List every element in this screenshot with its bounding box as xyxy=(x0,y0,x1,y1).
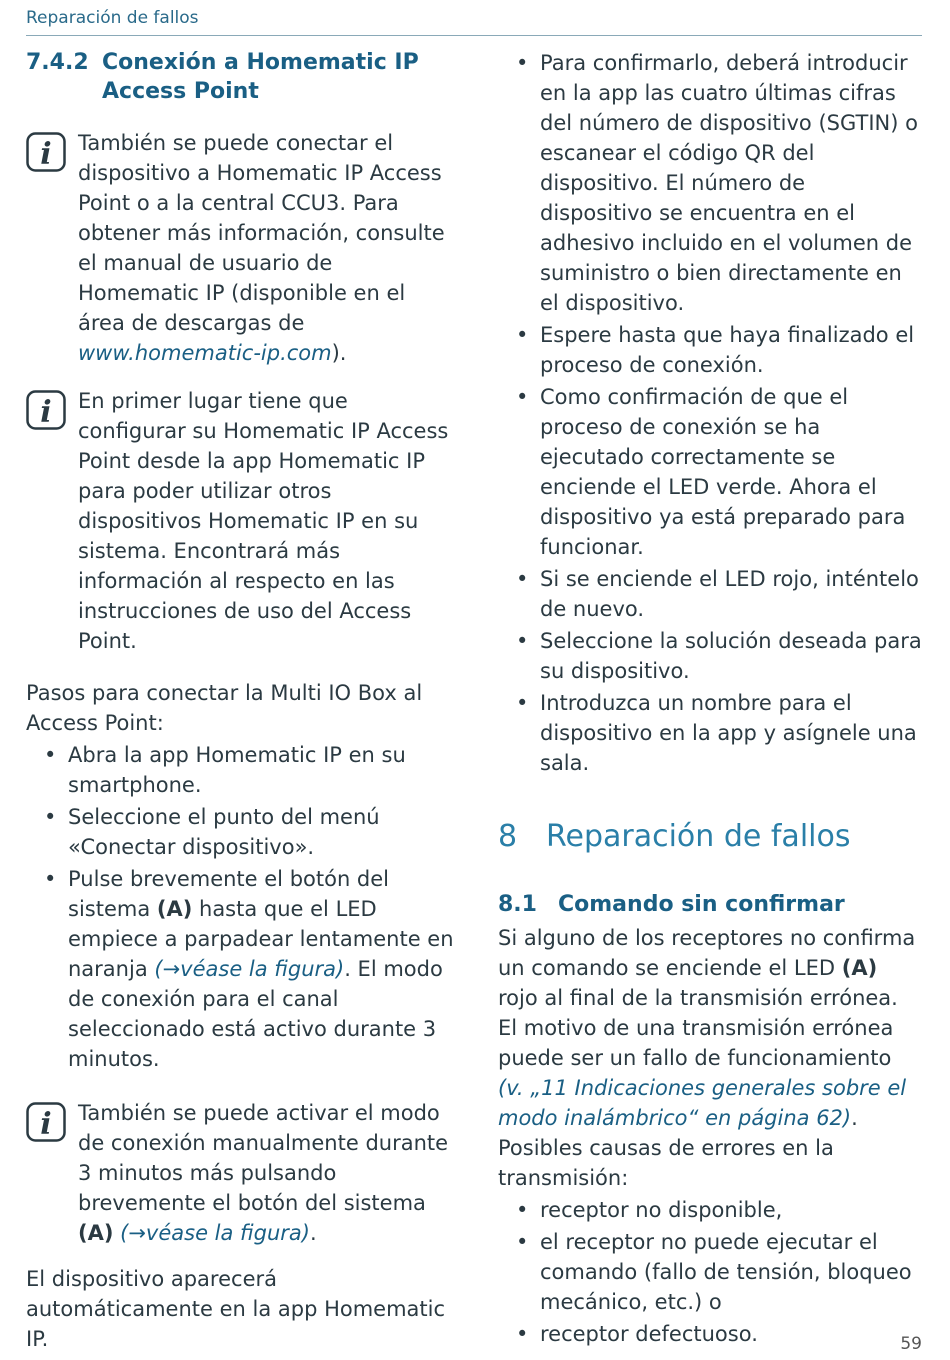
cross-reference[interactable]: (v. „11 Indicaciones generales sobre el modo inalámbrico“ en página 62) xyxy=(498,1076,907,1130)
list-item: • Espere hasta que haya finalizado el proceso de conexión. xyxy=(540,320,922,380)
list-item: • Seleccione la solución deseada para su dispositivo. xyxy=(540,626,922,686)
list-item: • Abra la app Homematic IP en su smartphone. xyxy=(68,740,458,800)
info-note-1 xyxy=(26,128,458,368)
section-number: 8.1 xyxy=(498,892,537,917)
list-item: • receptor defectuoso. xyxy=(540,1319,922,1349)
info-note-text: En primer lugar tiene que configurar su Homematic IP Access Point desde la app Homematic IP para poder utilizar otros dispositivos Homematic IP en su sistema. Encontrará más información al respecto en las instrucciones de uso del Access Point. xyxy=(78,389,449,653)
subsection-number: 7.4.2 xyxy=(26,50,89,75)
closing-paragraph: El dispositivo aparecerá automáticamente en la app Homematic IP. xyxy=(26,1267,446,1351)
section-heading xyxy=(498,890,922,919)
paragraph: Si alguno de los receptores no confirma un comando se enciende el LED (A) rojo al final de la transmisión errónea. El motivo de una transmisión errónea puede ser un fallo de funcionamiento (v. „11 Indicaciones generales sobre el modo inalámbrico“ en página 62). xyxy=(498,926,916,1130)
list-item: • Seleccione el punto del menú «Conectar dispositivo». xyxy=(68,802,458,862)
svg-text:i: i xyxy=(40,1107,52,1142)
subsection-title: Conexión a Homematic IP Access Point xyxy=(102,50,419,104)
website-link[interactable]: www.homematic-ip.com xyxy=(78,341,332,365)
list-item: • Si se enciende el LED rojo, inténtelo de nuevo. xyxy=(540,564,922,624)
list-item: • Pulse brevemente el botón del sistema (A) hasta que el LED empiece a parpadear lentamente en naranja (→véase la figura). El modo de conexión para el canal seleccionado está activo durante 3 minutos. xyxy=(68,864,458,1074)
list-item: • el receptor no puede ejecutar el comando (fallo de tensión, bloqueo mecánico, etc.) o xyxy=(540,1227,922,1317)
page-number: 59 xyxy=(900,1334,922,1354)
right-column xyxy=(498,48,922,1351)
info-icon xyxy=(26,390,66,430)
info-icon xyxy=(26,132,66,172)
confirm-steps-list xyxy=(498,48,922,778)
figure-reference[interactable]: (→véase la figura) xyxy=(120,1221,310,1245)
list-item: • Introduzca un nombre para el dispositivo en la app y asígnele una sala. xyxy=(540,688,922,778)
section-title: Comando sin confirmar xyxy=(558,892,845,917)
subsection-heading xyxy=(26,48,458,106)
steps-list xyxy=(26,740,458,1074)
list-item: • receptor no disponible, xyxy=(540,1195,922,1225)
svg-text:i: i xyxy=(40,395,52,430)
svg-text:i: i xyxy=(40,137,52,172)
info-icon xyxy=(26,1102,66,1142)
info-note-text: También se puede activar el modo de conexión manualmente durante 3 minutos más pulsando brevemente el botón del sistema (A) (→véase la figura). xyxy=(78,1101,449,1245)
chapter-number: 8 xyxy=(498,819,518,854)
header-rule xyxy=(26,35,922,36)
info-note-3 xyxy=(26,1098,458,1248)
info-note-text: También se puede conectar el dispositivo a Homematic IP Access Point o a la central CCU3. Para obtener más información, consulte el manual de usuario de Homematic IP (disponible en el área de descargas de www.homematic-ip.com). xyxy=(78,131,445,365)
paragraph: Posibles causas de errores en la transmisión: xyxy=(498,1136,834,1190)
figure-reference[interactable]: (→véase la figura) xyxy=(154,957,345,981)
running-head: Reparación de fallos xyxy=(26,8,199,28)
info-note-2 xyxy=(26,386,458,656)
causes-list xyxy=(498,1195,922,1349)
left-column xyxy=(26,48,458,1354)
chapter-heading xyxy=(498,818,922,856)
chapter-title: Reparación de fallos xyxy=(546,819,851,854)
steps-intro: Pasos para conectar la Multi IO Box al Access Point: xyxy=(26,681,423,735)
list-item: • Para confirmarlo, deberá introducir en la app las cuatro últimas cifras del número de dispositivo (SGTIN) o escanear el código QR del dispositivo. El número de dispositivo se encuentra en el adhesivo incluido en el volumen de suministro o bien directamente en el dispositivo. xyxy=(540,48,922,318)
list-item: • Como confirmación de que el proceso de conexión se ha ejecutado correctamente se enciende el LED verde. Ahora el dispositivo ya está preparado para funcionar. xyxy=(540,382,922,562)
